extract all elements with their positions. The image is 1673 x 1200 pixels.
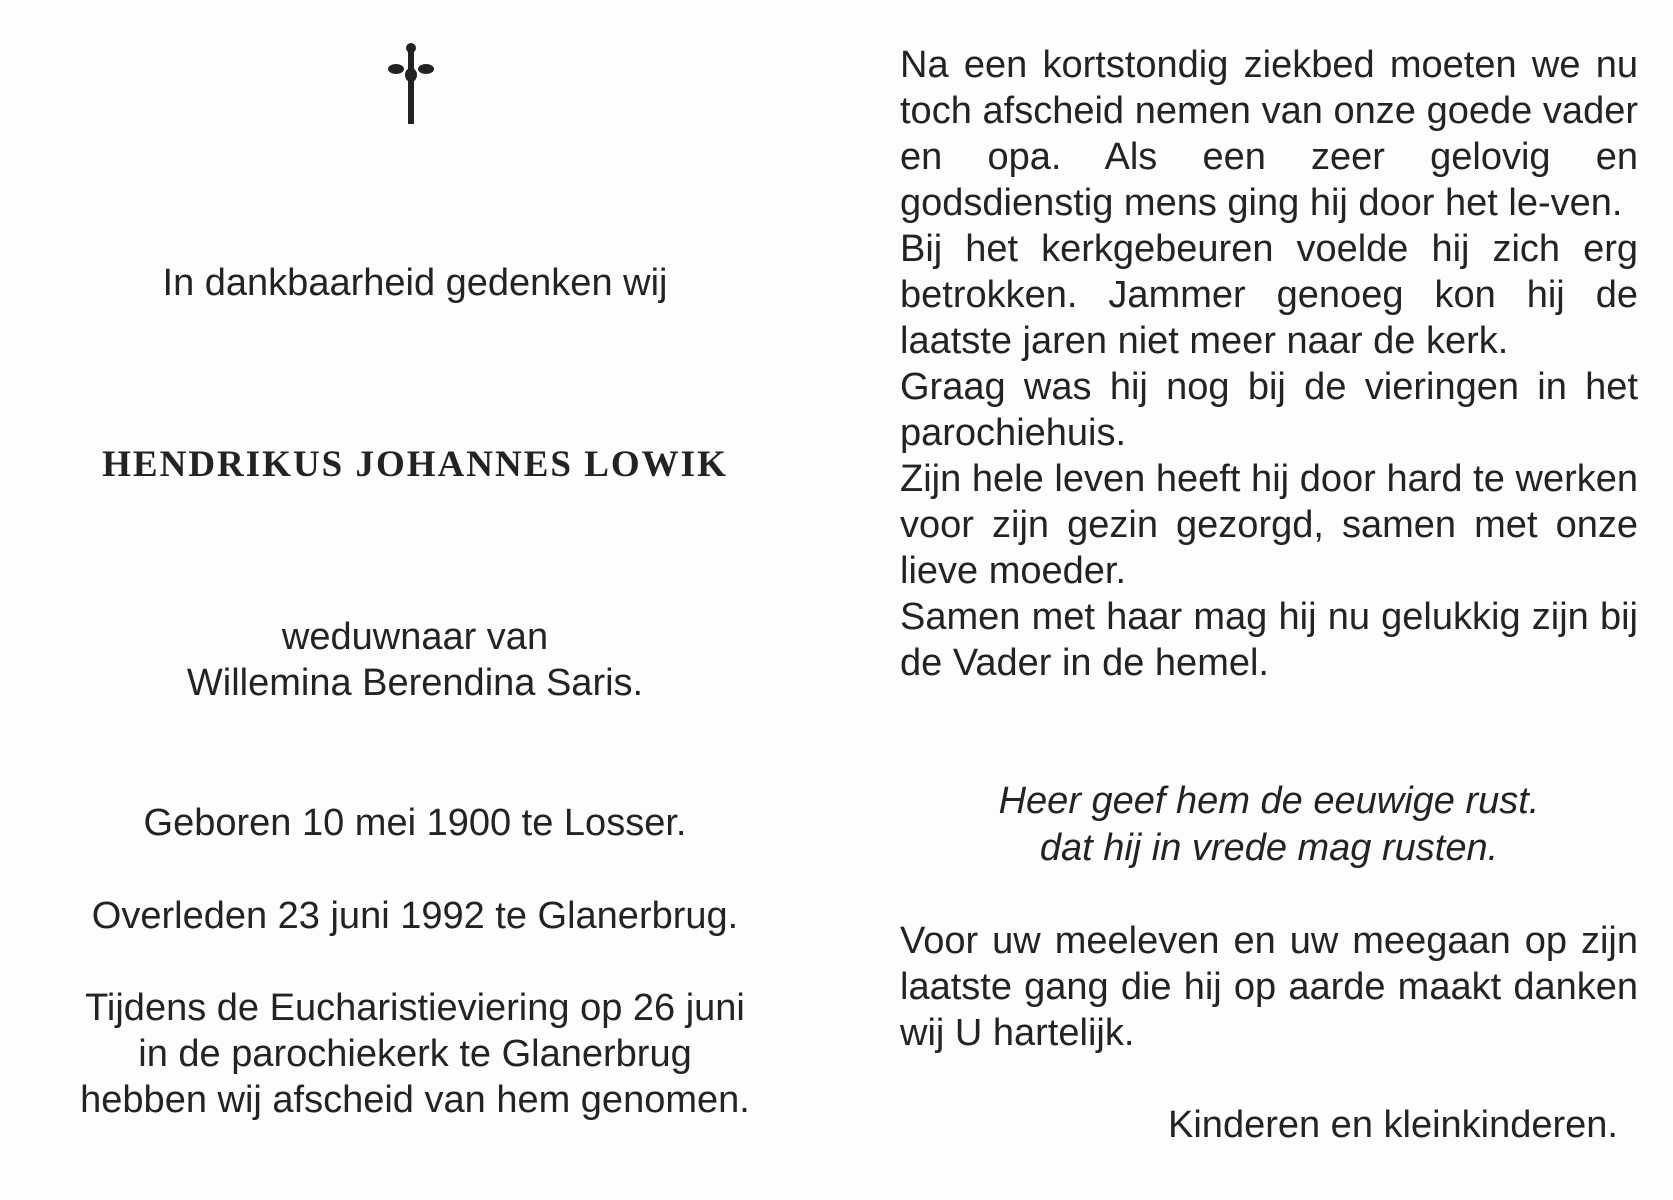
cross-icon bbox=[388, 42, 434, 126]
deceased-name: HENDRIKUS JOHANNES LOWIK bbox=[102, 444, 728, 485]
thanks-text: Voor uw meeleven en uw meegaan op zijn laatste gang die hij op aarde maakt danken wij U hartelijk. bbox=[900, 920, 1638, 1054]
prayer-line-2: dat hij in vrede mag rusten. bbox=[1039, 827, 1499, 869]
memorial-text bbox=[900, 42, 1638, 686]
signature: Kinderen en kleinkinderen. bbox=[1168, 1104, 1618, 1146]
widower-of-label: weduwnaar van bbox=[281, 616, 549, 658]
mass-line-2: in de parochiekerk te Glanerbrug bbox=[138, 1033, 692, 1075]
mass-line-3: hebben wij afscheid van hem genomen. bbox=[80, 1079, 750, 1121]
death-line: Overleden 23 juni 1992 te Glanerbrug. bbox=[91, 895, 739, 937]
intro-text: In dankbaarheid gedenken wij bbox=[162, 262, 668, 304]
paragraph-1: Na een kortstondig ziekbed moeten we nu toch afscheid nemen van onze goede vader en opa. Als een zeer gelovig en godsdienstig mens ging hij door het le-ven. bbox=[900, 44, 1638, 224]
right-panel bbox=[900, 0, 1645, 1200]
spouse-name: Willemina Berendina Saris. bbox=[186, 662, 644, 704]
paragraph-5: Samen met haar mag hij nu gelukkig zijn bij de Vader in de hemel. bbox=[900, 596, 1638, 684]
birth-line: Geboren 10 mei 1900 te Losser. bbox=[143, 802, 687, 844]
paragraph-3: Graag was hij nog bij de vieringen in het parochiehuis. bbox=[900, 366, 1638, 454]
mass-line-1: Tijdens de Eucharistieviering op 26 juni bbox=[85, 987, 745, 1029]
paragraph-4: Zijn hele leven heeft hij door hard te werken voor zijn gezin gezorgd, samen met onze lieve moeder. bbox=[900, 458, 1638, 592]
left-panel bbox=[0, 0, 830, 1200]
paragraph-2: Bij het kerkgebeuren voelde hij zich erg betrokken. Jammer genoeg kon hij de laatste jaren niet meer naar de kerk. bbox=[900, 228, 1638, 362]
prayer-line-1: Heer geef hem de eeuwige rust. bbox=[998, 780, 1540, 822]
